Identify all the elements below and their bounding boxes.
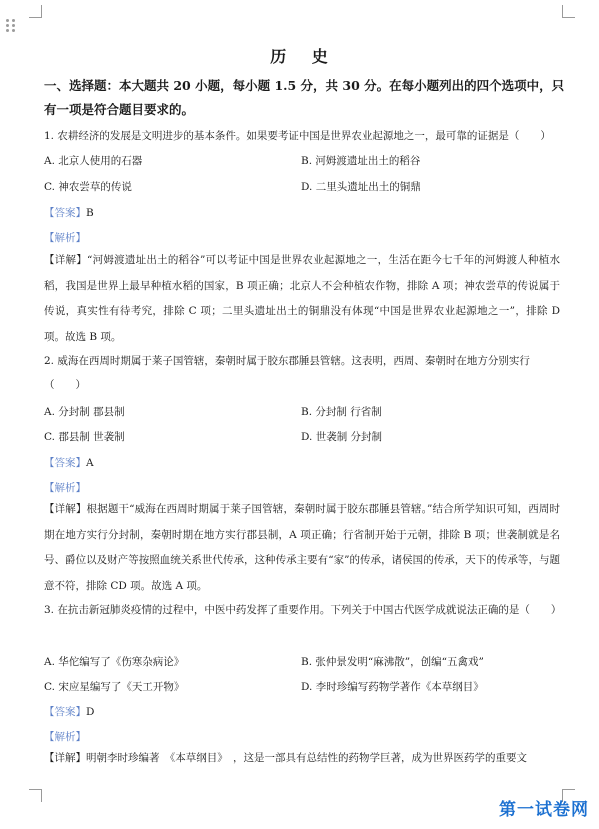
question-1-analysis-tag <box>44 230 86 245</box>
detail-text: 明朝李时珍编著 《本草纲目》 ，这是一部具有总结性的药物学巨著，成为世界医药学的重要文 <box>86 752 527 764</box>
question-1-detail <box>44 248 560 350</box>
page-title: 历 史 <box>270 47 338 66</box>
question-3-option-c: C. 宋应星编写了《天工开物》 <box>44 681 185 693</box>
question-3-option-d: D. 李时珍编写药物学著作《本草纲目》 <box>301 681 484 693</box>
analysis-tag: 【解析】 <box>44 232 86 244</box>
question-2-answer <box>44 455 94 470</box>
question-1-option-d: D. 二里头遗址出土的铜鼎 <box>301 181 421 193</box>
crop-mark-top-right <box>562 5 575 18</box>
question-2-option-b: B. 分封制 行省制 <box>301 406 382 418</box>
detail-text: 根据题干“威海在西周时期属于莱子国管辖，秦朝时属于胶东郡腄县管辖。”结合所学知识可知，西周时期在地方实行分封制，秦朝时期在地方实行郡县制，A 项正确；行省制开始于元朝，排除 B 项；世袭制就是名号、爵位以及财产等按照血统关系世代传承，这种传承主要有“家”的传承，诸侯国的传承，天下的传承等，与题意不符，排除 CD 项。故选 A 项。 <box>44 503 561 592</box>
question-3-analysis-tag <box>44 729 86 744</box>
crop-mark-top-left <box>29 5 42 18</box>
question-2-detail <box>44 497 560 599</box>
question-3-detail <box>44 746 560 772</box>
analysis-tag: 【解析】 <box>44 731 86 743</box>
question-1-option-c: C. 神农尝草的传说 <box>44 181 132 193</box>
question-3-option-b: B. 张仲景发明“麻沸散”，创编“五禽戏” <box>301 656 484 668</box>
section-heading: 一、选择题：本大题共 20 小题，每小题 1.5 分，共 30 分。在每小题列出的四个选项中，只有一项是符合题目要求的。 <box>44 78 565 117</box>
question-3-option-a: A. 华佗编写了《伤寒杂病论》 <box>44 656 185 668</box>
detail-tag: 【详解】 <box>44 752 86 764</box>
question-2-option-c: C. 郡县制 世袭制 <box>44 431 125 443</box>
question-1-option-a: A. 北京人使用的石器 <box>44 155 143 167</box>
analysis-tag: 【解析】 <box>44 482 86 494</box>
answer-tag: 【答案】 <box>44 207 86 219</box>
answer-tag: 【答案】 <box>44 457 86 469</box>
answer-value: B <box>86 207 94 219</box>
question-1-answer <box>44 205 94 220</box>
question-2-analysis-tag <box>44 480 86 495</box>
detail-tag: 【详解】 <box>44 254 87 266</box>
drag-handle-icon[interactable] <box>6 19 16 33</box>
question-3-stem: 3. 在抗击新冠肺炎疫情的过程中，中医中药发挥了重要作用。下列关于中国古代医学成就说法正确的是（ ） <box>44 604 562 616</box>
answer-value: D <box>86 706 95 718</box>
question-2-stem: 2. 威海在西周时期属于莱子国管辖，秦朝时属于胶东郡腄县管辖。这表明，西周、秦朝时在地方分别实行（ ） <box>44 355 530 391</box>
question-1-option-b: B. 河姆渡遗址出土的稻谷 <box>301 155 421 167</box>
crop-mark-bottom-left <box>29 789 42 802</box>
detail-tag: 【详解】 <box>44 503 87 515</box>
site-watermark: 第一试卷网 <box>499 800 589 820</box>
question-1-stem: 1. 农耕经济的发展是文明进步的基本条件。如果要考证中国是世界农业起源地之一，最可靠的证据是（ ） <box>44 130 551 142</box>
question-2-option-a: A. 分封制 郡县制 <box>44 406 125 418</box>
question-2-option-d: D. 世袭制 分封制 <box>301 431 383 443</box>
answer-value: A <box>86 457 94 469</box>
detail-text: “河姆渡遗址出土的稻谷”可以考证中国是世界农业起源地之一，生活在距今七千年的河姆渡人种植水稻，我国是世界上最早种植水稻的国家，B 项正确；北京人不会种植农作物，排除 A 项；神农尝草的传说属于传说，真实性有待考究，排除 C 项；二里头遗址出土的铜鼎没有体现“中国是世界农业起源地之一”，排除 D 项。故选 B 项。 <box>44 254 561 343</box>
question-3-answer <box>44 704 94 719</box>
answer-tag: 【答案】 <box>44 706 86 718</box>
